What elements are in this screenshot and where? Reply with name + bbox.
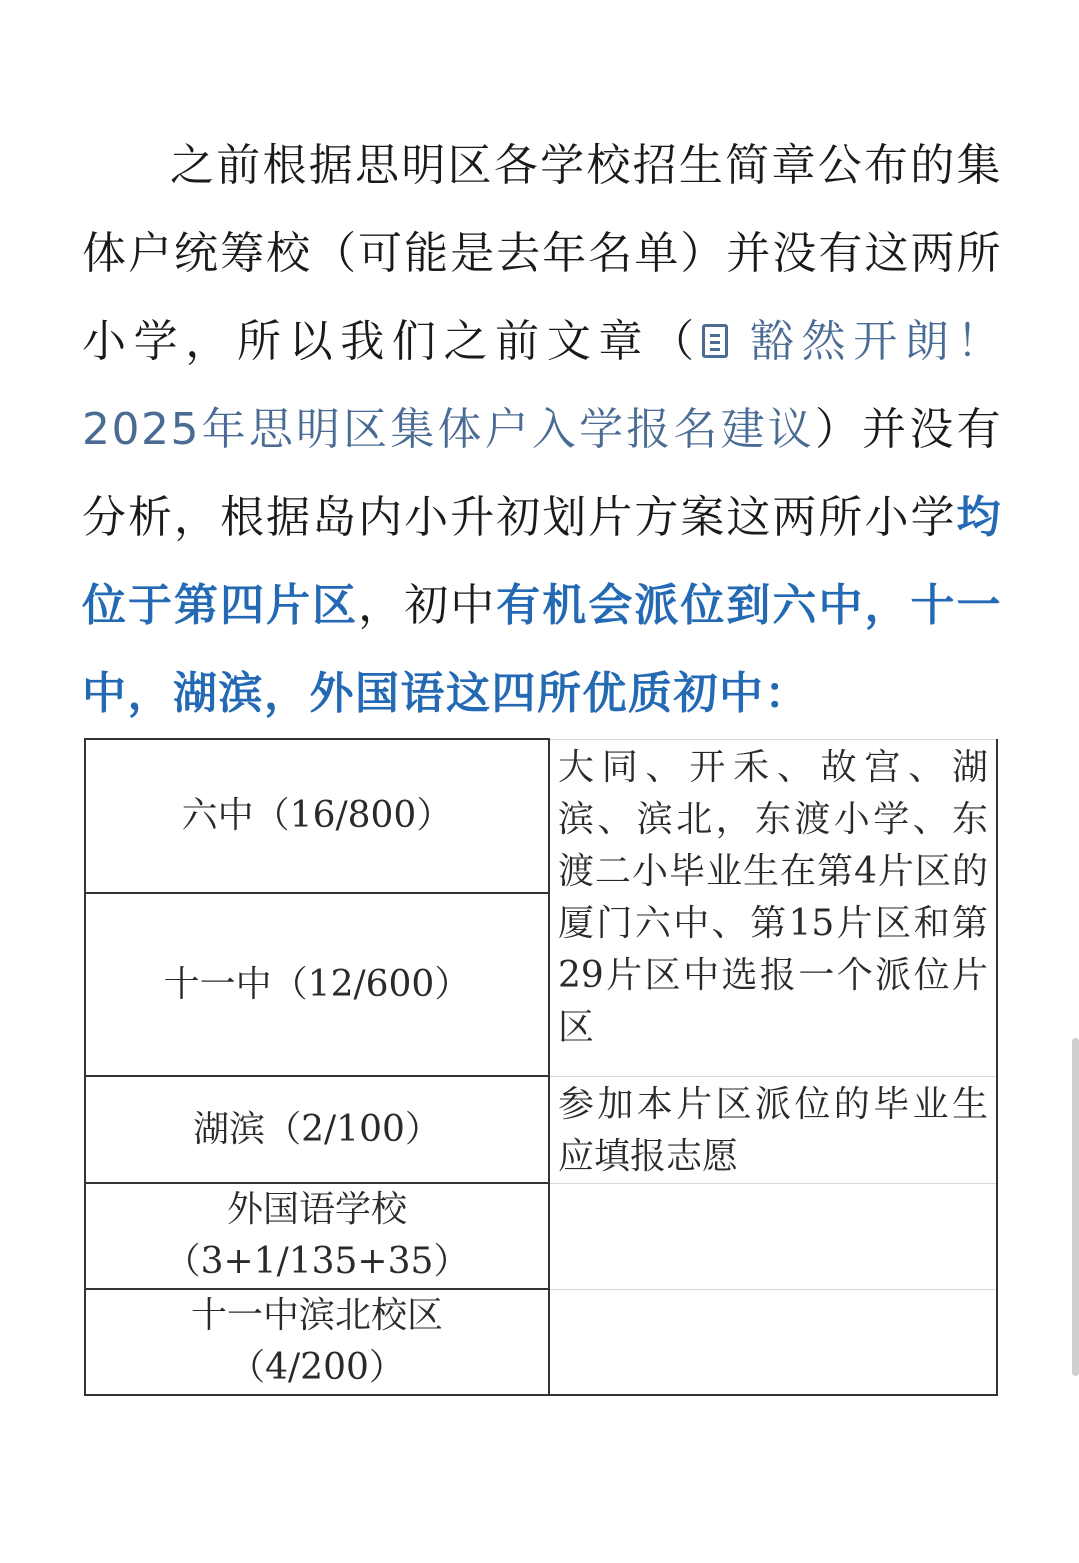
note-cell bbox=[549, 1183, 997, 1289]
note-cell: 参加本片区派位的毕业生应填报志愿 bbox=[549, 1076, 997, 1183]
school-cell bbox=[85, 1289, 549, 1395]
highlight-district: 均位于第四片区 bbox=[82, 492, 1002, 631]
scrollbar[interactable] bbox=[1072, 1038, 1079, 1376]
paragraph-text-middle: ，初中 bbox=[358, 580, 497, 631]
paragraph-text-after-link: ）并没有分析，根据岛内小升初划片方案这两所小学 bbox=[82, 404, 1003, 543]
related-article-link-text: 豁然开朗！2025年思明区集体户入学报名建议 bbox=[82, 316, 1003, 455]
school-name: 十一中滨北校区 bbox=[190, 1295, 443, 1336]
document-icon bbox=[702, 324, 728, 358]
article-paragraph bbox=[82, 122, 1002, 738]
school-cell: 六中（16/800） bbox=[85, 739, 549, 893]
table-row bbox=[85, 1289, 997, 1395]
school-cell bbox=[85, 1183, 549, 1289]
school-cell: 湖滨（2/100） bbox=[85, 1076, 549, 1183]
table-row bbox=[85, 1076, 997, 1183]
school-quota: （3+1/135+35） bbox=[164, 1241, 470, 1282]
table-row bbox=[85, 1183, 997, 1289]
highlight-schools: 有机会派位到六中，十一中，湖滨，外国语这四所优质初中： bbox=[82, 580, 1003, 719]
table-row bbox=[85, 739, 997, 893]
school-quota: （4/200） bbox=[229, 1347, 405, 1388]
school-allocation-table bbox=[84, 738, 998, 1396]
note-cell: 大同、开禾、故宫、湖滨、滨北，东渡小学、东渡二小毕业生在第4片区的厦门六中、第15片区和第29片区中选报一个派位片区 bbox=[549, 739, 997, 1076]
paragraph-text-start: 之前根据思明区各学校招生简章公布的集体户统筹校（可能是去年名单）并没有这两所小学，所以我们之前文章（ bbox=[82, 140, 1002, 367]
school-cell: 十一中（12/600） bbox=[85, 893, 549, 1076]
school-name: 外国语学校 bbox=[226, 1189, 407, 1230]
note-cell bbox=[549, 1289, 997, 1395]
